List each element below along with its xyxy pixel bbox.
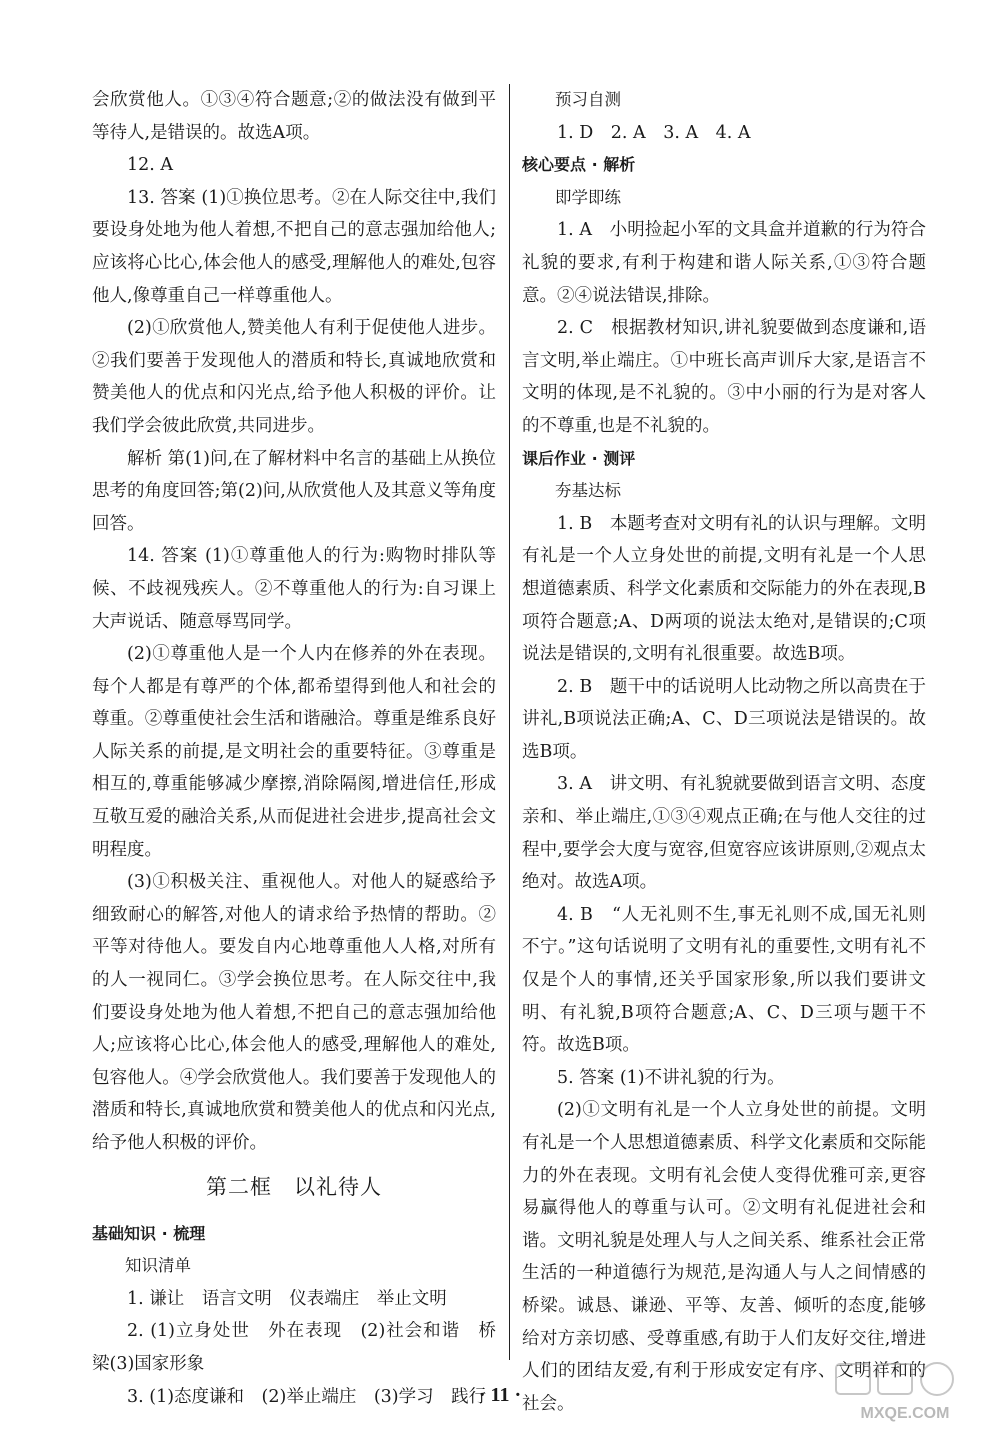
heading-foundation: 夯基达标	[555, 481, 621, 501]
answer-14-part2: (2)①尊重他人是一个人内在修养的外在表现。每个人都是有尊严的个体,都希望得到他人和社会的尊重。②尊重使社会生活和谐融洽。尊重是维系良好人际关系的前提,是文明社会的重要特征。③尊重是相互的,尊重能够减少摩擦,消除隔阂,增进信任,形成互敬互爱的融洽关系,从而促进社会进步,提高社会文明程度。	[92, 644, 496, 860]
knowledge-item-3: 3. (1)态度谦和 (2)举止端庄 (3)学习 践行	[127, 1386, 487, 1407]
page-number: · 11 ·	[478, 1384, 522, 1406]
heading-practice: 即学即练	[555, 187, 621, 207]
right-column	[522, 84, 926, 1420]
practice-answer-1: 1. A 小明捡起小军的文具盒并道歉的行为符合礼貌的要求,有利于构建和谐人际关系,①③符合题意。②④说法错误,排除。	[522, 220, 926, 306]
heading-preview-test: 预习自测	[555, 90, 621, 109]
answer-13-part1: 13. 答案 (1)①换位思考。②在人际交往中,我们要设身处地为他人着想,不把自己的意志强加给他人;应该将心比心,体会他人的感受,理解他人的难处,包容他人,像尊重自己一样尊重他人。	[92, 187, 496, 306]
analysis-13: 解析 第(1)问,在了解材料中名言的基础上从换位思考的角度回答;第(2)问,从欣赏他人及其意义等角度回答。	[92, 448, 496, 534]
left-column	[92, 84, 496, 1413]
foundation-answer-2: 2. B 题干中的话说明人比动物之所以高贵在于讲礼,B项说法正确;A、C、D三项说法是错误的。故选B项。	[522, 676, 926, 762]
foundation-answer-1: 1. B 本题考查对文明有礼的认识与理解。文明有礼是一个人立身处世的前提,文明有礼是一个人思想道德素质、科学文化素质和交际能力的外在表现,B项符合题意;A、D两项的说法太绝对,是错误的;C项说法是错误的,文明有礼很重要。故选B项。	[522, 513, 926, 665]
paragraph: 会欣赏他人。①③④符合题意;②的做法没有做到平等待人,是错误的。故选A项。	[92, 90, 496, 143]
answer-12: 12. A	[127, 155, 174, 176]
foundation-answer-5-part1: 5. 答案 (1)不讲礼貌的行为。	[557, 1067, 785, 1088]
watermark-url: MXQE.COM	[860, 1405, 950, 1422]
heading-knowledge-list: 知识清单	[125, 1256, 191, 1276]
preview-answers: 1. D 2. A 3. A 4. A	[557, 122, 751, 143]
foundation-answer-3: 3. A 讲文明、有礼貌就要做到语言文明、态度亲和、举止端庄,①③④观点正确;在与他人交往的过程中,要学会大度与宽容,但宽容应该讲原则,②观点太绝对。故选A项。	[522, 774, 926, 893]
answer-14-part1: 14. 答案 (1)①尊重他人的行为:购物时排队等候、不歧视残疾人。②不尊重他人的行为:自习课上大声说话、随意辱骂同学。	[92, 546, 496, 632]
watermark-logo	[830, 1360, 980, 1426]
knowledge-item-2: 2. (1)立身处世 外在表现 (2)社会和谐 桥梁(3)国家形象	[92, 1321, 496, 1374]
heading-basic-knowledge: 基础知识 · 梳理	[92, 1223, 206, 1243]
knowledge-item-1: 1. 谦让 语言文明 仪表端庄 举止文明	[127, 1288, 447, 1309]
answer-13-part2: (2)①欣赏他人,赞美他人有利于促使他人进步。②我们要善于发现他人的潜质和特长,真诚地欣赏和赞美他人的优点和闪光点,给予他人积极的评价。让我们学会彼此欣赏,共同进步。	[92, 318, 496, 436]
answer-14-part3: (3)①积极关注、重视他人。对他人的疑惑给予细致耐心的解答,对他人的请求给予热情的帮助。②平等对待他人。要发自内心地尊重他人人格,对所有的人一视同仁。③学会换位思考。在人际交往中,我们要设身处地为他人着想,不把自己的意志强加给他人;应该将心比心,体会他人的感受,理解他人的难处,包容他人。④学会欣赏他人。我们要善于发现他人的潜质和特长,真诚地欣赏和赞美他人的优点和闪光点,给予他人积极的评价。	[92, 872, 496, 1153]
section-title: 第二框 以礼待人	[206, 1174, 382, 1199]
foundation-answer-5-part2: (2)①文明有礼是一个人立身处世的前提。文明有礼是一个人思想道德素质、科学文化素质和交际能力的外在表现。文明有礼会使人变得优雅可亲,更容易赢得他人的尊重与认可。②文明有礼促进社会和谐。文明礼貌是处理人与人之间关系、维系社会正常生活的一种道德行为规范,是沟通人与人之间情感的桥梁。诚恳、谦逊、平等、友善、倾听的态度,能够给对方亲切感、受尊重感,有助于人们友好交往,增进人们的团结友爱,有利于形成安定有序、文明祥和的社会。	[522, 1100, 926, 1414]
practice-answer-2: 2. C 根据教材知识,讲礼貌要做到态度谦和,语言文明,举止端庄。①中班长高声训斥大家,是语言不文明的体现,是不礼貌的。③中小丽的行为是对客人的不尊重,也是不礼貌的。	[522, 318, 926, 436]
column-divider	[509, 84, 510, 1360]
heading-core-points: 核心要点 · 解析	[522, 155, 636, 175]
heading-homework: 课后作业 · 测评	[522, 448, 636, 468]
foundation-answer-4: 4. B “人无礼则不生,事无礼则不成,国无礼则不宁。”这句话说明了文明有礼的重要性,文明有礼不仅是个人的事情,还关乎国家形象,所以我们要讲文明、有礼貌,B项符合题意;A、C、D三项与题干不符。故选B项。	[522, 904, 926, 1056]
